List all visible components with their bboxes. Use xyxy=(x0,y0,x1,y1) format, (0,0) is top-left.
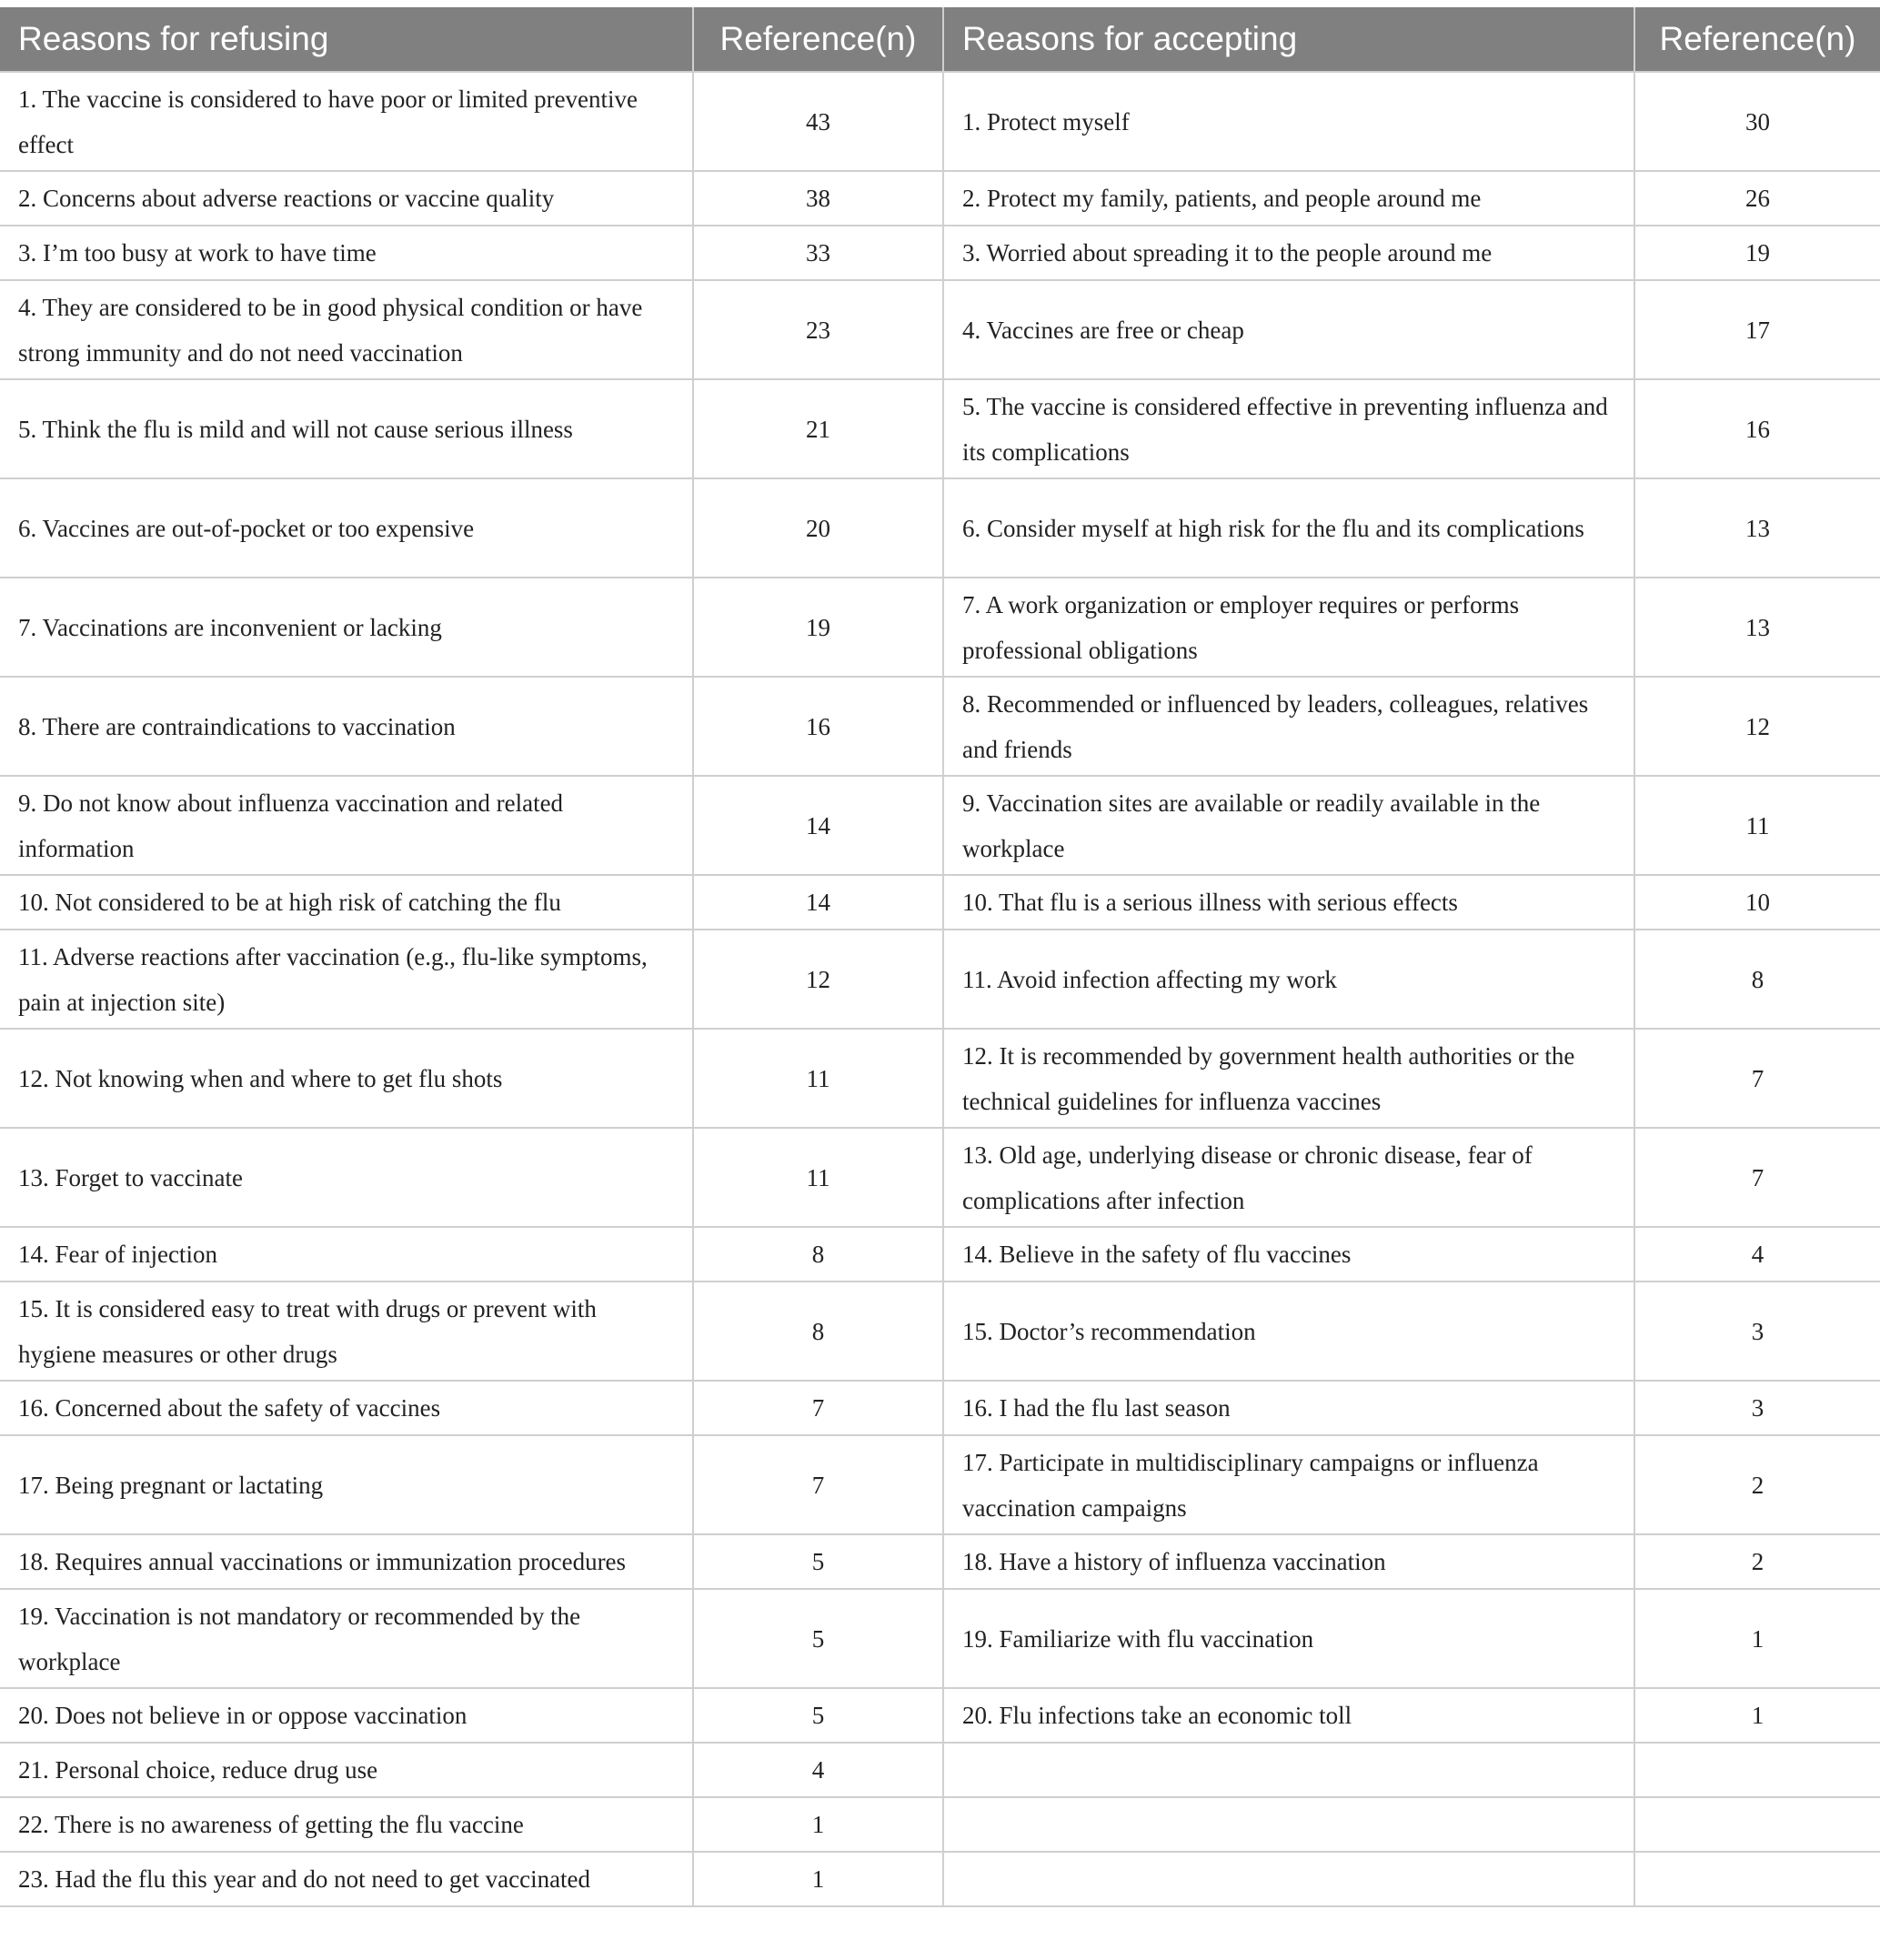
accepting-reason-cell xyxy=(943,1743,1634,1797)
table-row xyxy=(0,379,1880,478)
refusing-reason-cell: 18. Requires annual vaccinations or immunization procedures xyxy=(0,1534,693,1589)
accepting-count-cell: 7 xyxy=(1634,1029,1880,1128)
accepting-count-cell: 2 xyxy=(1634,1534,1880,1589)
accepting-count-cell xyxy=(1634,1852,1880,1906)
table-row xyxy=(0,1227,1880,1282)
accepting-reason-cell: 13. Old age, underlying disease or chronic disease, fear of complications after infection xyxy=(943,1128,1634,1227)
table-row xyxy=(0,875,1880,930)
accepting-count-cell: 1 xyxy=(1634,1688,1880,1743)
table-row xyxy=(0,1128,1880,1227)
table-row xyxy=(0,1435,1880,1534)
table-row xyxy=(0,1029,1880,1128)
refusing-reason-cell: 6. Vaccines are out-of-pocket or too expensive xyxy=(0,478,693,578)
accepting-reason-cell: 7. A work organization or employer requires or performs professional obligations xyxy=(943,578,1634,677)
accepting-count-cell: 3 xyxy=(1634,1381,1880,1435)
accepting-reason-cell: 18. Have a history of influenza vaccination xyxy=(943,1534,1634,1589)
refusing-reason-cell: 14. Fear of injection xyxy=(0,1227,693,1282)
accepting-count-cell: 8 xyxy=(1634,930,1880,1029)
refusing-reason-cell: 19. Vaccination is not mandatory or recommended by the workplace xyxy=(0,1589,693,1688)
refusing-count-cell: 23 xyxy=(693,280,943,379)
accepting-count-cell: 26 xyxy=(1634,171,1880,226)
refusing-reason-cell: 4. They are considered to be in good physical condition or have strong immunity and do not need vaccination xyxy=(0,280,693,379)
table-row xyxy=(0,776,1880,875)
refusing-reason-cell: 2. Concerns about adverse reactions or vaccine quality xyxy=(0,171,693,226)
accepting-count-cell: 7 xyxy=(1634,1128,1880,1227)
table-row xyxy=(0,226,1880,280)
accepting-count-cell: 2 xyxy=(1634,1435,1880,1534)
accepting-reason-cell: 11. Avoid infection affecting my work xyxy=(943,930,1634,1029)
table-row xyxy=(0,280,1880,379)
accepting-reason-cell: 2. Protect my family, patients, and people around me xyxy=(943,171,1634,226)
accepting-reason-cell: 5. The vaccine is considered effective in preventing influenza and its complications xyxy=(943,379,1634,478)
refusing-reason-cell: 7. Vaccinations are inconvenient or lacking xyxy=(0,578,693,677)
refusing-count-cell: 38 xyxy=(693,171,943,226)
accepting-reason-cell: 14. Believe in the safety of flu vaccines xyxy=(943,1227,1634,1282)
accepting-count-cell: 11 xyxy=(1634,776,1880,875)
accepting-reason-cell: 10. That flu is a serious illness with serious effects xyxy=(943,875,1634,930)
table-row xyxy=(0,1589,1880,1688)
refusing-reason-cell: 22. There is no awareness of getting the flu vaccine xyxy=(0,1797,693,1852)
table-row xyxy=(0,1381,1880,1435)
accepting-count-cell xyxy=(1634,1743,1880,1797)
refusing-count-cell: 7 xyxy=(693,1381,943,1435)
accepting-reason-cell: 12. It is recommended by government health authorities or the technical guidelines for influenza vaccines xyxy=(943,1029,1634,1128)
accepting-reason-cell: 4. Vaccines are free or cheap xyxy=(943,280,1634,379)
table-row xyxy=(0,171,1880,226)
accepting-count-cell: 10 xyxy=(1634,875,1880,930)
refusing-reason-cell: 12. Not knowing when and where to get flu shots xyxy=(0,1029,693,1128)
accepting-reason-cell: 9. Vaccination sites are available or readily available in the workplace xyxy=(943,776,1634,875)
accepting-reason-cell: 19. Familiarize with flu vaccination xyxy=(943,1589,1634,1688)
refusing-reason-cell: 8. There are contraindications to vaccination xyxy=(0,677,693,776)
table-row xyxy=(0,1743,1880,1797)
header-reasons-refusing: Reasons for refusing xyxy=(0,7,693,72)
refusing-reason-cell: 5. Think the flu is mild and will not cause serious illness xyxy=(0,379,693,478)
accepting-reason-cell: 1. Protect myself xyxy=(943,72,1634,171)
refusing-count-cell: 11 xyxy=(693,1128,943,1227)
refusing-reason-cell: 13. Forget to vaccinate xyxy=(0,1128,693,1227)
refusing-count-cell: 5 xyxy=(693,1589,943,1688)
table-row xyxy=(0,578,1880,677)
refusing-count-cell: 4 xyxy=(693,1743,943,1797)
table-row xyxy=(0,1852,1880,1906)
refusing-reason-cell: 1. The vaccine is considered to have poor or limited preventive effect xyxy=(0,72,693,171)
refusing-count-cell: 7 xyxy=(693,1435,943,1534)
accepting-reason-cell: 6. Consider myself at high risk for the flu and its complications xyxy=(943,478,1634,578)
refusing-count-cell: 14 xyxy=(693,776,943,875)
header-reference-accepting: Reference(n) xyxy=(1634,7,1880,72)
refusing-count-cell: 5 xyxy=(693,1534,943,1589)
refusing-reason-cell: 9. Do not know about influenza vaccination and related information xyxy=(0,776,693,875)
accepting-count-cell: 1 xyxy=(1634,1589,1880,1688)
refusing-count-cell: 19 xyxy=(693,578,943,677)
accepting-reason-cell: 8. Recommended or influenced by leaders, colleagues, relatives and friends xyxy=(943,677,1634,776)
accepting-reason-cell xyxy=(943,1797,1634,1852)
table-row xyxy=(0,478,1880,578)
accepting-count-cell: 30 xyxy=(1634,72,1880,171)
refusing-reason-cell: 17. Being pregnant or lactating xyxy=(0,1435,693,1534)
refusing-count-cell: 12 xyxy=(693,930,943,1029)
accepting-count-cell: 19 xyxy=(1634,226,1880,280)
accepting-reason-cell: 3. Worried about spreading it to the people around me xyxy=(943,226,1634,280)
refusing-count-cell: 43 xyxy=(693,72,943,171)
table-row xyxy=(0,1534,1880,1589)
accepting-reason-cell: 20. Flu infections take an economic toll xyxy=(943,1688,1634,1743)
refusing-reason-cell: 3. I’m too busy at work to have time xyxy=(0,226,693,280)
header-reference-refusing: Reference(n) xyxy=(693,7,943,72)
refusing-count-cell: 20 xyxy=(693,478,943,578)
accepting-count-cell: 17 xyxy=(1634,280,1880,379)
refusing-count-cell: 11 xyxy=(693,1029,943,1128)
refusing-count-cell: 5 xyxy=(693,1688,943,1743)
accepting-count-cell: 13 xyxy=(1634,478,1880,578)
refusing-count-cell: 16 xyxy=(693,677,943,776)
refusing-count-cell: 8 xyxy=(693,1227,943,1282)
table-row xyxy=(0,677,1880,776)
refusing-count-cell: 1 xyxy=(693,1852,943,1906)
refusing-count-cell: 33 xyxy=(693,226,943,280)
refusing-reason-cell: 23. Had the flu this year and do not need to get vaccinated xyxy=(0,1852,693,1906)
accepting-count-cell xyxy=(1634,1797,1880,1852)
refusing-reason-cell: 21. Personal choice, reduce drug use xyxy=(0,1743,693,1797)
accepting-count-cell: 3 xyxy=(1634,1282,1880,1381)
table-row xyxy=(0,72,1880,171)
refusing-reason-cell: 20. Does not believe in or oppose vaccination xyxy=(0,1688,693,1743)
accepting-count-cell: 16 xyxy=(1634,379,1880,478)
header-reasons-accepting: Reasons for accepting xyxy=(943,7,1634,72)
accepting-count-cell: 12 xyxy=(1634,677,1880,776)
accepting-reason-cell: 16. I had the flu last season xyxy=(943,1381,1634,1435)
refusing-reason-cell: 10. Not considered to be at high risk of catching the flu xyxy=(0,875,693,930)
refusing-count-cell: 21 xyxy=(693,379,943,478)
accepting-count-cell: 13 xyxy=(1634,578,1880,677)
refusing-reason-cell: 15. It is considered easy to treat with drugs or prevent with hygiene measures or other drugs xyxy=(0,1282,693,1381)
table-header-row xyxy=(0,7,1880,72)
refusing-count-cell: 14 xyxy=(693,875,943,930)
refusing-count-cell: 8 xyxy=(693,1282,943,1381)
table-row xyxy=(0,1688,1880,1743)
accepting-reason-cell xyxy=(943,1852,1634,1906)
refusing-count-cell: 1 xyxy=(693,1797,943,1852)
accepting-reason-cell: 15. Doctor’s recommendation xyxy=(943,1282,1634,1381)
accepting-reason-cell: 17. Participate in multidisciplinary campaigns or influenza vaccination campaigns xyxy=(943,1435,1634,1534)
table-row xyxy=(0,930,1880,1029)
refusing-reason-cell: 16. Concerned about the safety of vaccines xyxy=(0,1381,693,1435)
refusing-reason-cell: 11. Adverse reactions after vaccination (e.g., flu-like symptoms, pain at injection site) xyxy=(0,930,693,1029)
accepting-count-cell: 4 xyxy=(1634,1227,1880,1282)
table-row xyxy=(0,1797,1880,1852)
reasons-table xyxy=(0,7,1880,1907)
table-row xyxy=(0,1282,1880,1381)
